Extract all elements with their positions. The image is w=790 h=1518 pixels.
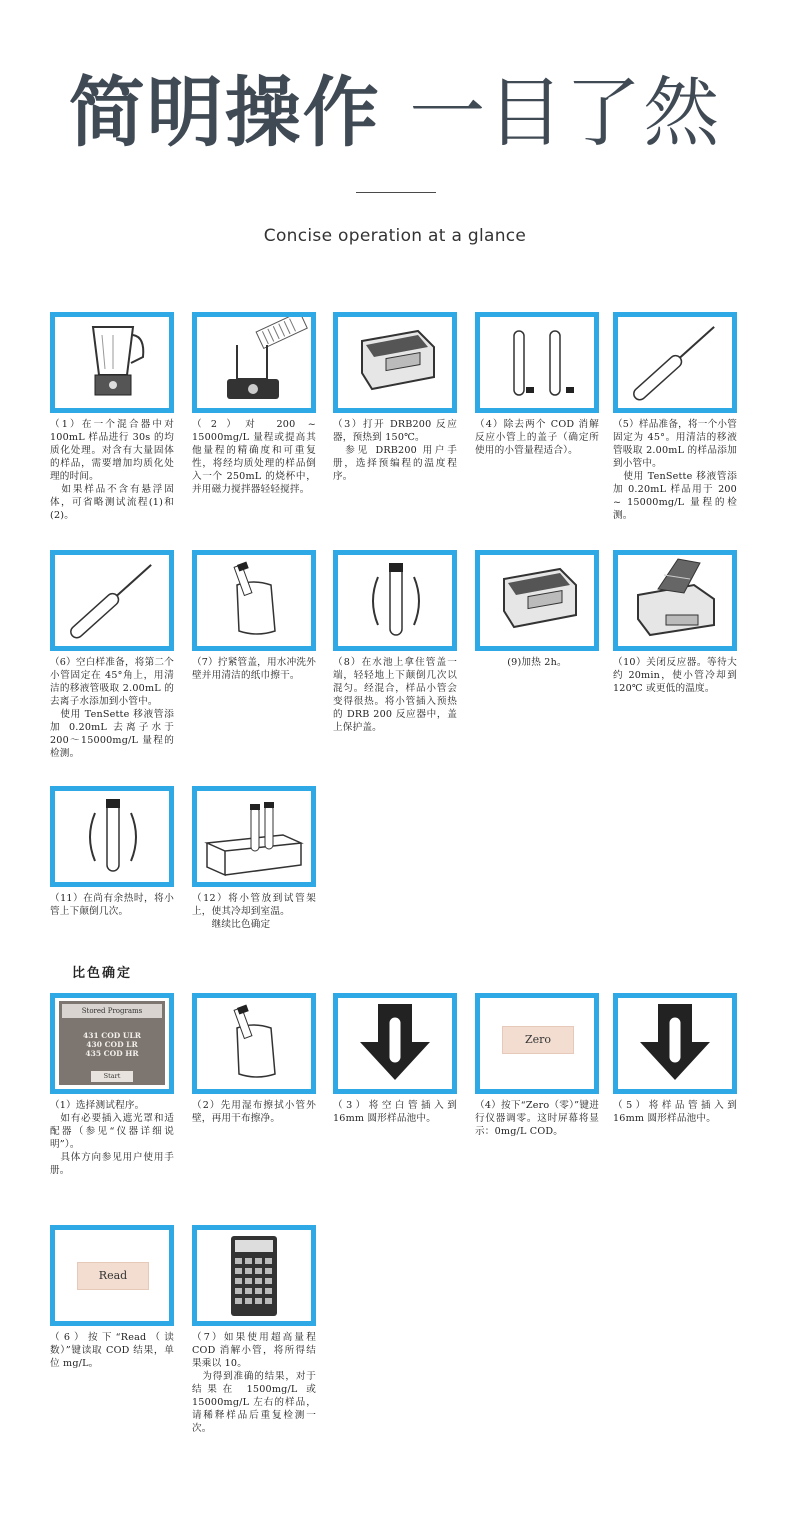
reactor-icon bbox=[338, 317, 452, 408]
step-caption: （7）如果使用超高量程 COD 消解小管，将所得结果乘以 10。 为得到准确的结果，对于结果在 1500mg/L 或 15000mg/L 左右的样品，请稀释样品后重复检测一次。 bbox=[192, 1332, 316, 1434]
step-image bbox=[475, 312, 599, 413]
title-divider bbox=[356, 192, 436, 193]
step-blender bbox=[50, 312, 174, 522]
step-caption: （3）将空白管插入到 16mm 圆形样品池中。 bbox=[333, 1100, 457, 1124]
step-pipette-blank bbox=[50, 550, 174, 760]
step-read bbox=[50, 1225, 174, 1370]
reactor-icon bbox=[480, 555, 594, 646]
step-caption: （7）拧紧管盖，用水冲洗外壁并用清洁的纸巾擦干。 bbox=[192, 657, 316, 681]
step-caption: （1）在一个混合器中对 100mL 样品进行 30s 的均质化处理。对含有大量固体的样品，需要增加均质化处理的时间。 如果样品不含有悬浮固体，可省略测试流程(1)和(2)。 bbox=[50, 419, 174, 521]
step-pipette-sample bbox=[613, 312, 737, 522]
step-caption: （10）关闭反应器。等待大约 20min，使小管冷却到 120℃ 或更低的温度。 bbox=[613, 657, 737, 694]
step-caption: （1）选择测试程序。 如有必要插入遮光罩和适配器（参见“仪器详细说明”）。 具体方向参见用户使用手册。 bbox=[50, 1100, 174, 1176]
invert-vial-icon bbox=[338, 555, 452, 646]
step-image bbox=[333, 993, 457, 1094]
step-image bbox=[50, 550, 174, 651]
step-invert-warm bbox=[50, 786, 174, 918]
page-title bbox=[0, 68, 790, 158]
step-caption: （4）按下“Zero（零）”键进行仪器调零。这时屏幕将显示：0mg/L COD。 bbox=[475, 1100, 599, 1137]
insert-arrow-icon bbox=[618, 998, 732, 1089]
step-invert bbox=[333, 550, 457, 734]
test-tube-rack-icon bbox=[197, 791, 311, 882]
step-image bbox=[192, 993, 316, 1094]
insert-arrow-icon bbox=[338, 998, 452, 1089]
step-caption: （8）在水池上拿住管盖一端，轻轻地上下颠倒几次以混匀。经混合，样品小管会变得很热。将小管插入预热的 DRB 200 反应器中，盖上保护盖。 bbox=[333, 657, 457, 733]
step-image bbox=[192, 550, 316, 651]
program-item: 430 COD LR bbox=[86, 1040, 138, 1049]
step-image bbox=[192, 1225, 316, 1326]
step-vials bbox=[475, 312, 599, 457]
step-image bbox=[333, 312, 457, 413]
step-insert-blank bbox=[333, 993, 457, 1125]
step-image bbox=[613, 550, 737, 651]
start-button: Start bbox=[91, 1071, 133, 1082]
step-caption: （11）在尚有余热时，将小管上下颠倒几次。 bbox=[50, 893, 174, 917]
step-caption: （4）除去两个 COD 消解反应小管上的盖子（确定所使用的小管量程适合）。 bbox=[475, 419, 599, 456]
step-caption: （5）将样品管插入到 16mm 圆形样品池中。 bbox=[613, 1100, 737, 1124]
section-label: 比色确定 bbox=[72, 966, 133, 981]
step-image bbox=[333, 550, 457, 651]
step-image bbox=[50, 312, 174, 413]
program-item: 435 COD HR bbox=[85, 1049, 139, 1058]
tissue-icon bbox=[197, 555, 311, 646]
page-subtitle: Concise operation at a glance bbox=[263, 226, 527, 246]
step-caption: （2）先用湿布擦拭小管外壁，再用干布擦净。 bbox=[192, 1100, 316, 1124]
step-caption: （5）样品准备，将一个小管固定为 45°。用清洁的移液管吸取 2.00mL 的样品添加到小管中。 使用 TenSette 移液管添加 0.20mL 样品用于 200 ~ 15000mg/L 量程的检测。 bbox=[613, 419, 737, 521]
step-caption: （2）对 200 ~ 15000mg/L 量程或提高其他量程的精确度和可重复性，将经均质处理的样品倒入一个 250mL 的烧杯中，并用磁力搅拌器轻轻搅拌。 bbox=[192, 419, 316, 495]
step-image bbox=[192, 312, 316, 413]
stored-programs-header: Stored Programs bbox=[62, 1004, 162, 1018]
step-insert-sample bbox=[613, 993, 737, 1125]
blender-icon bbox=[55, 317, 169, 408]
step-calculate bbox=[192, 1225, 316, 1435]
magnetic-stirrer-icon bbox=[197, 317, 311, 408]
step-reactor bbox=[333, 312, 457, 483]
step-wipe bbox=[192, 550, 316, 682]
step-caption: （6）空白样准备，将第二个小管固定在 45°角上，用清洁的移液管吸取 2.00mL 的去离子水添加到小管中。 使用 TenSette 移液管添加 0.20mL 去离子水于 200～15000mg/L 量程的检测。 bbox=[50, 657, 174, 759]
invert-vial-icon bbox=[55, 791, 169, 882]
step-caption: （12）将小管放到试管架上，使其冷却到室温。 继续比色确定 bbox=[192, 893, 316, 930]
step-image bbox=[50, 993, 174, 1094]
step-image bbox=[50, 786, 174, 887]
calculator-icon bbox=[197, 1230, 311, 1321]
pipette-icon bbox=[618, 317, 732, 408]
step-caption: (9)加热 2h。 bbox=[507, 657, 567, 668]
program-item: 431 COD ULR bbox=[83, 1031, 141, 1040]
title-light: 一目了然 bbox=[409, 68, 722, 157]
step-image bbox=[50, 1225, 174, 1326]
step-caption: （3）打开 DRB200 反应器，预热到 150℃。 参见 DRB200 用户手册，选择预编程的温度程序。 bbox=[333, 419, 457, 482]
step-image bbox=[475, 550, 599, 651]
step-clean bbox=[192, 993, 316, 1125]
reactor-open-icon bbox=[618, 555, 732, 646]
step-image bbox=[192, 786, 316, 887]
step-image bbox=[475, 993, 599, 1094]
program-screen bbox=[59, 1001, 165, 1085]
step-rack bbox=[192, 786, 316, 931]
pipette-icon bbox=[55, 555, 169, 646]
step-heat bbox=[475, 550, 599, 669]
step-image bbox=[613, 993, 737, 1094]
read-button: Read bbox=[77, 1262, 149, 1290]
step-caption: （6）按下“Read（读数）”键读取 COD 结果，单位 mg/L。 bbox=[50, 1332, 174, 1369]
zero-button: Zero bbox=[502, 1026, 574, 1054]
step-image bbox=[613, 312, 737, 413]
step-cool bbox=[613, 550, 737, 695]
program-list bbox=[62, 1031, 162, 1058]
step-select-program bbox=[50, 993, 174, 1177]
step-zero bbox=[475, 993, 599, 1138]
vials-icon bbox=[480, 317, 594, 408]
title-bold: 简明操作 bbox=[68, 68, 381, 157]
step-stirrer bbox=[192, 312, 316, 496]
tissue-icon bbox=[197, 998, 311, 1089]
